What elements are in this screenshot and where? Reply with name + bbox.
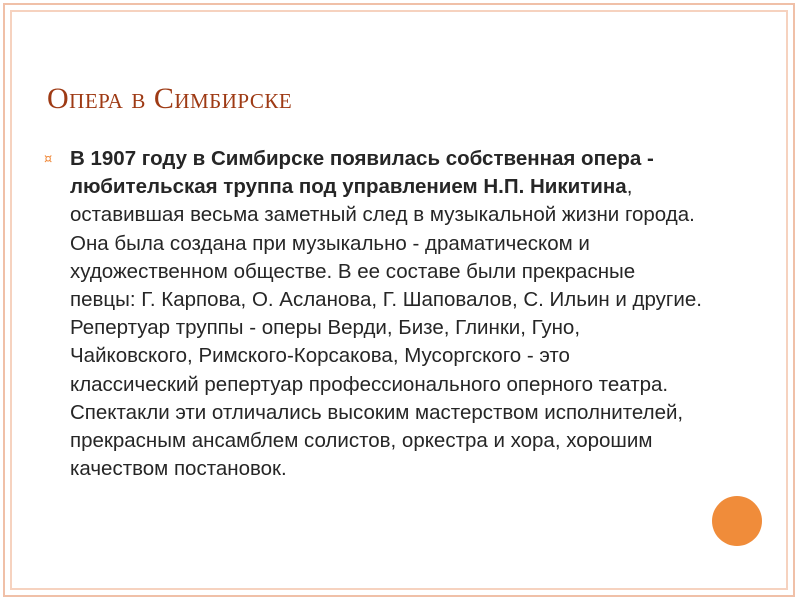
bullet-item [44,145,704,483]
bullet-icon: ¤ [44,152,53,167]
slide-title: Опера в Симбирске [47,82,293,115]
body-bold-text: В 1907 году в Симбирске появилась собственная опера - любительская труппа под управлением Н.П. Никитина [70,147,654,199]
slide-content [44,145,704,483]
body-regular-text: , оставившая весьма заметный след в музыкальной жизни города. Она была создана при музыкально - драматическом и художественном обществе. В ее составе были прекрасные певцы: Г. Карпова, О. Асланова, Г. Шаповалов, С. Ильин и другие. Репертуар труппы - оперы Верди, Бизе, Глинки, Гуно, Чайковского, Римского-Корсакова, Мусоргского - это классический репертуар профессионального оперного театра. Спектакли эти отличались высоким мастерством исполнителей, прекрасным ансамблем солистов, оркестра и хора, хорошим качеством постановок. [70,175,702,481]
body-paragraph [70,145,704,483]
decorative-circle-icon [712,496,762,546]
